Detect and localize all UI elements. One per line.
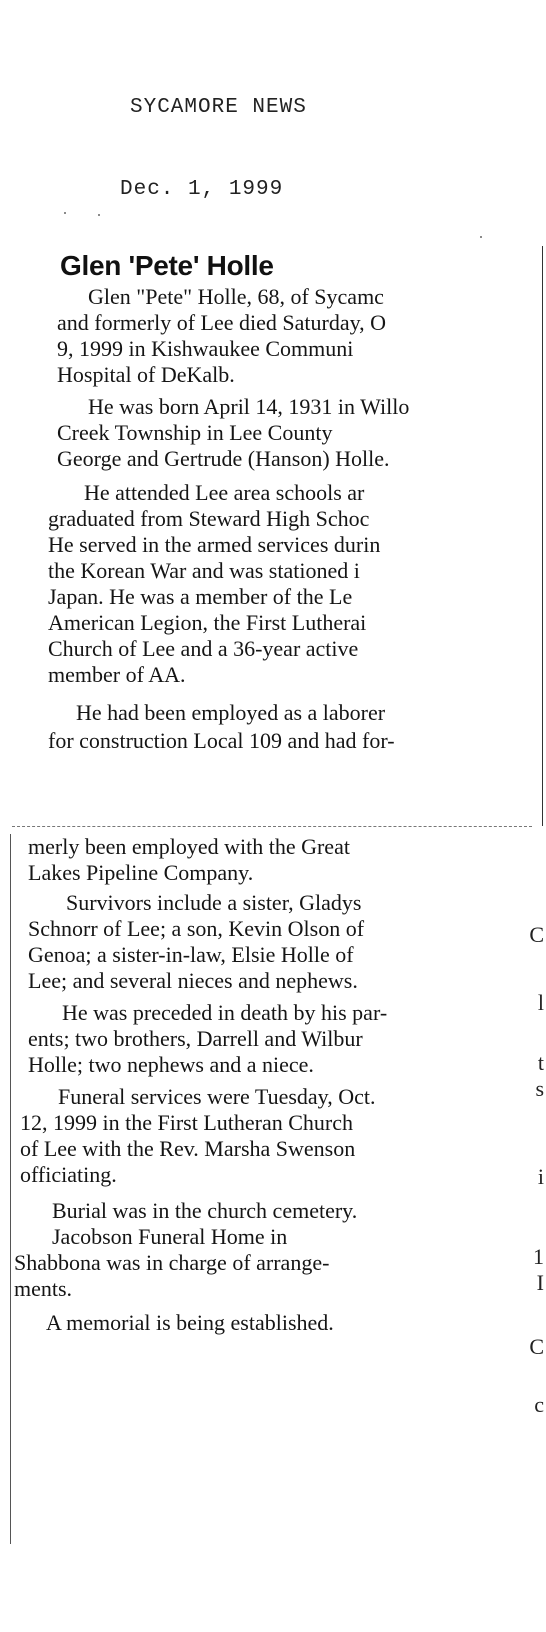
article-line: Japan. He was a member of the Le <box>48 584 353 609</box>
article-line: He served in the armed services durin <box>48 532 381 557</box>
article-line: Holle; two nephews and a niece. <box>28 1052 314 1077</box>
article-line: graduated from Steward High Schoc <box>48 506 370 531</box>
article-line: Survivors include a sister, Gladys <box>66 890 362 915</box>
scan-speck <box>98 214 100 216</box>
edge-fragment: C <box>529 1334 544 1359</box>
article-line: American Legion, the First Lutherai <box>48 610 367 635</box>
edge-fragment: l <box>537 990 544 1015</box>
article-line: ents; two brothers, Darrell and Wilbur <box>28 1026 363 1051</box>
edge-fragment: t <box>537 1050 544 1075</box>
article-line: George and Gertrude (Hanson) Holle. <box>57 446 390 471</box>
article-line: for construction Local 109 and had for- <box>48 728 395 753</box>
edge-fragment: c <box>534 1392 544 1417</box>
article-line: Church of Lee and a 36-year active <box>48 636 359 661</box>
scan-speck <box>64 212 66 214</box>
obituary-clipping-bottom <box>0 828 546 1548</box>
article-line: Jacobson Funeral Home in <box>52 1224 288 1249</box>
article-line: the Korean War and was stationed i <box>48 558 360 583</box>
article-line: He had been employed as a laborer <box>76 700 386 725</box>
edge-fragment: i <box>537 1164 544 1189</box>
clipping-edge <box>542 246 544 826</box>
article-line: 12, 1999 in the First Lutheran Church <box>20 1110 354 1135</box>
article-line: Hospital of DeKalb. <box>57 362 235 387</box>
clipping-edge <box>10 834 11 1544</box>
clipping-fold-line <box>12 826 532 827</box>
article-line: He was born April 14, 1931 in Willo <box>88 394 410 419</box>
article-line: A memorial is being established. <box>46 1310 334 1335</box>
article-line: He attended Lee area schools ar <box>84 480 365 505</box>
article-line: officiating. <box>20 1162 117 1187</box>
edge-fragment: C <box>529 922 544 947</box>
edge-fragment: s <box>535 1076 544 1101</box>
edge-fragment: 1 <box>533 1244 544 1269</box>
article-line: Schnorr of Lee; a son, Kevin Olson of <box>28 916 365 941</box>
article-line: of Lee with the Rev. Marsha Swenson <box>20 1136 356 1161</box>
article-line: Lakes Pipeline Company. <box>28 860 254 885</box>
article-line: 9, 1999 in Kishwaukee Communi <box>57 336 354 361</box>
article-line: and formerly of Lee died Saturday, O <box>57 310 387 335</box>
article-line: Funeral services were Tuesday, Oct. <box>58 1084 376 1109</box>
article-line: Genoa; a sister-in-law, Elsie Holle of <box>28 942 354 967</box>
article-line: Burial was in the church cemetery. <box>52 1198 358 1223</box>
article-line: ments. <box>14 1276 73 1301</box>
edge-fragment: I <box>536 1270 544 1295</box>
article-line: Glen "Pete" Holle, 68, of Sycamc <box>88 284 384 309</box>
obituary-headline: Glen 'Pete' Holle <box>60 250 274 281</box>
article-line: merly been employed with the Great <box>28 834 350 859</box>
article-line: member of AA. <box>48 662 186 687</box>
newspaper-name: SYCAMORE NEWS <box>130 96 307 119</box>
article-line: He was preceded in death by his par- <box>62 1000 388 1025</box>
obituary-clipping-top <box>0 236 546 828</box>
article-line: Creek Township in Lee County <box>57 420 333 445</box>
article-line: Lee; and several nieces and nephews. <box>28 968 358 993</box>
article-line: Shabbona was in charge of arrange- <box>14 1250 330 1275</box>
clipping-date: Dec. 1, 1999 <box>120 178 284 201</box>
